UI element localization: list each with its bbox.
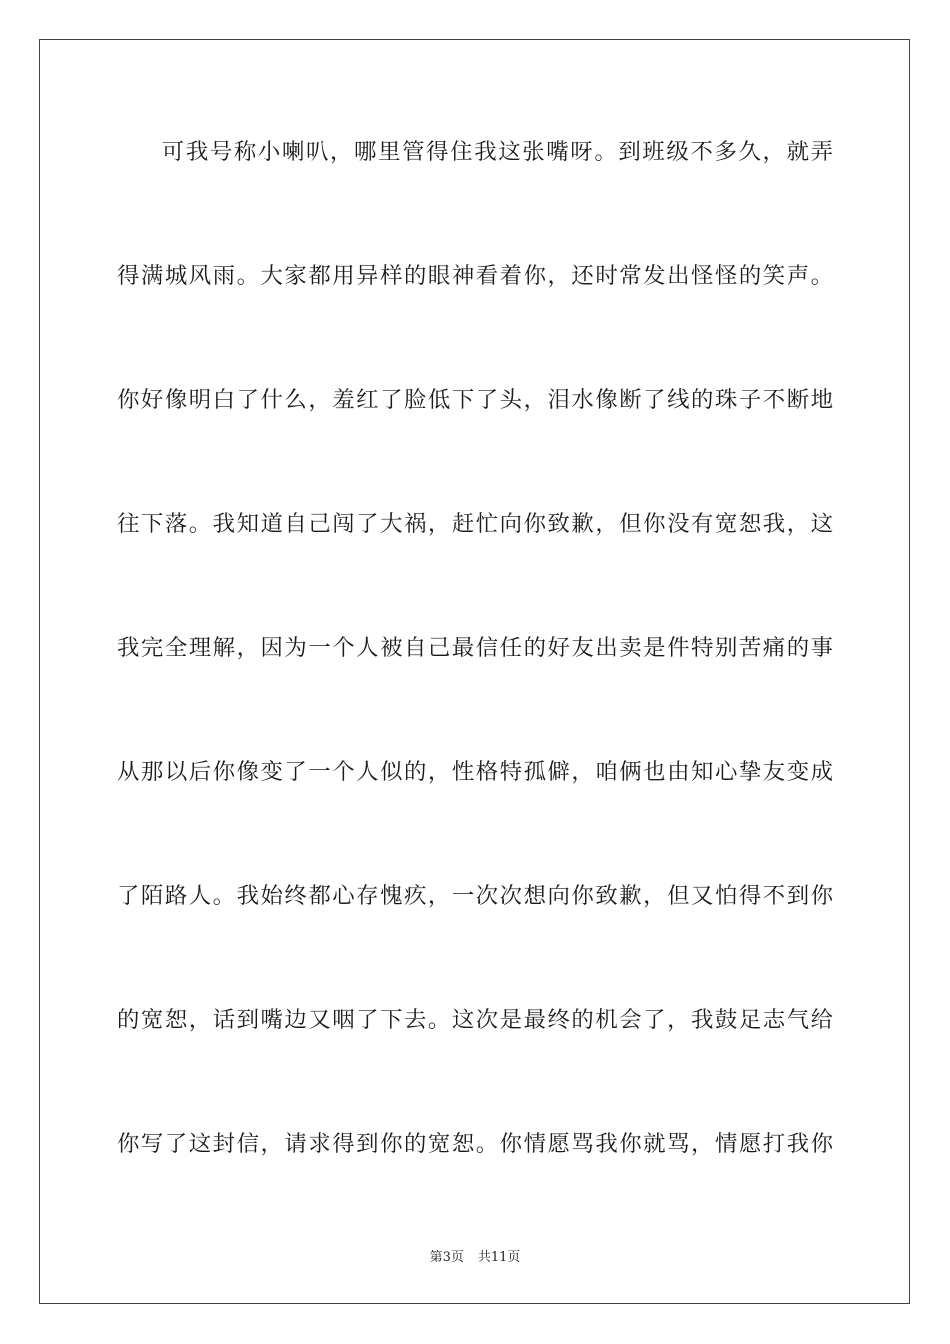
body-text [117, 121, 833, 1175]
text-line-7: 了陌路人。我始终都心存愧疚，一次次想向你致歉，但又怕得不到你 [117, 883, 833, 909]
text-line-8: 的宽恕，话到嘴边又咽了下去。这次是最终的机会了，我鼓足志气给 [117, 1007, 833, 1033]
text-line-5: 我完全理解，因为一个人被自己最信任的好友出卖是件特别苦痛的事 [117, 635, 833, 661]
text-line-2: 得满城风雨。大家都用异样的眼神看着你，还时常发出怪怪的笑声。 [117, 263, 833, 289]
page-footer [0, 1246, 950, 1265]
page-total: 共11页 [477, 1250, 521, 1265]
text-line-6: 从那以后你像变了一个人似的，性格特孤僻，咱俩也由知心挚友变成 [117, 759, 833, 785]
text-line-3: 你好像明白了什么，羞红了脸低下了头，泪水像断了线的珠子不断地 [117, 387, 833, 413]
text-line-4: 往下落。我知道自己闯了大祸，赶忙向你致歉，但你没有宽恕我，这 [117, 511, 833, 537]
text-line-1: 可我号称小喇叭，哪里管得住我这张嘴呀。到班级不多久，就弄 [161, 139, 833, 165]
text-line-9: 你写了这封信，请求得到你的宽恕。你情愿骂我你就骂，情愿打我你 [117, 1131, 833, 1157]
page-number: 第3页 [429, 1250, 464, 1265]
